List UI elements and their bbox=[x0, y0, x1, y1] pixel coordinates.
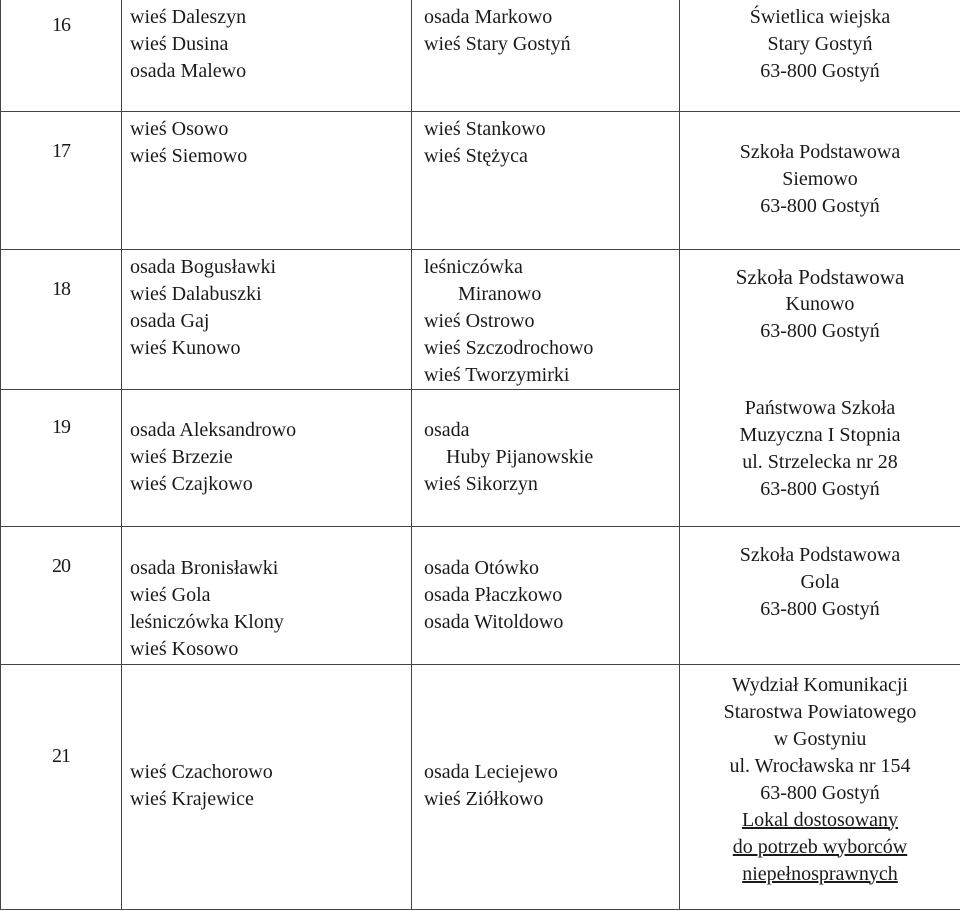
polling-office-cell bbox=[680, 249, 960, 389]
place: osada Leciejewo bbox=[424, 760, 558, 783]
office-line: 63-800 Gostyń bbox=[760, 597, 880, 620]
place: wieś Dusina bbox=[130, 33, 229, 55]
place: osada Bogusławki bbox=[130, 255, 277, 278]
place: wieś Sikorzyn bbox=[424, 472, 538, 495]
places-cell bbox=[122, 664, 412, 909]
place: wieś Daleszyn bbox=[130, 6, 247, 28]
place: wieś Czachorowo bbox=[130, 760, 273, 783]
polling-office-cell bbox=[680, 664, 960, 909]
office-line: Szkoła Podstawowa bbox=[739, 543, 901, 566]
district-number: 20 bbox=[1, 526, 122, 664]
places-cell bbox=[412, 111, 680, 249]
places-cell bbox=[122, 249, 412, 389]
place: osada Płaczkowo bbox=[424, 583, 563, 606]
place: wieś Ziółkowo bbox=[424, 787, 544, 810]
place: osada Malewo bbox=[130, 60, 247, 82]
place: wieś Stankowo bbox=[424, 117, 546, 140]
place: wieś Gola bbox=[130, 583, 211, 606]
polling-office-cell bbox=[680, 389, 960, 526]
place: Huby Pijanowskie bbox=[446, 445, 594, 468]
place: wieś Siemowo bbox=[130, 144, 248, 167]
place: osada Markowo bbox=[424, 6, 553, 28]
places-cell bbox=[122, 0, 412, 111]
accessibility-note: niepełnosprawnych bbox=[742, 862, 898, 885]
place: wieś Krajewice bbox=[130, 787, 254, 810]
polling-office-cell bbox=[680, 0, 960, 111]
office-line: Szkoła Podstawowa bbox=[735, 264, 905, 289]
places-cell bbox=[412, 526, 680, 664]
places-cell bbox=[412, 249, 680, 389]
office-line: Starostwa Powiatowego bbox=[723, 700, 917, 723]
places-cell bbox=[122, 111, 412, 249]
office-line: Wydział Komunikacji bbox=[732, 673, 908, 696]
office-line: ul. Wrocławska nr 154 bbox=[729, 754, 911, 777]
table-row bbox=[1, 249, 960, 389]
district-number: 19 bbox=[1, 389, 122, 526]
office-line: 63-800 Gostyń bbox=[760, 319, 880, 342]
polling-office-cell bbox=[680, 526, 960, 664]
office-line: 63-800 Gostyń bbox=[760, 194, 880, 217]
office-line: 63-800 Gostyń bbox=[760, 60, 880, 82]
accessibility-note: Lokal dostosowany bbox=[741, 808, 899, 831]
place: wieś Czajkowo bbox=[130, 472, 253, 495]
office-line: w Gostyniu bbox=[773, 727, 867, 750]
places-cell bbox=[122, 389, 412, 526]
place: wieś Kunowo bbox=[130, 336, 241, 359]
table-row bbox=[1, 664, 960, 909]
place: wieś Dalabuszki bbox=[130, 282, 262, 305]
office-line: ul. Strzelecka nr 28 bbox=[742, 451, 898, 473]
places-cell bbox=[412, 0, 680, 111]
places-cell bbox=[122, 526, 412, 664]
place: osada bbox=[424, 418, 470, 441]
place: wieś Kosowo bbox=[130, 637, 239, 660]
table-row bbox=[1, 0, 960, 111]
place: wieś Tworzymirki bbox=[424, 363, 570, 386]
district-number: 17 bbox=[1, 111, 122, 249]
place: wieś Stężyca bbox=[424, 144, 528, 167]
office-line: Szkoła Podstawowa bbox=[739, 140, 901, 163]
office-line: 63-800 Gostyń bbox=[760, 781, 880, 804]
place: wieś Szczodrochowo bbox=[424, 336, 594, 359]
place: osada Bronisławki bbox=[130, 556, 279, 579]
polling-office-cell bbox=[680, 111, 960, 249]
place: osada Gaj bbox=[130, 309, 210, 332]
place: Miranowo bbox=[458, 282, 542, 305]
office-line: Kunowo bbox=[785, 292, 855, 315]
office-line: Stary Gostyń bbox=[767, 33, 873, 55]
place: osada Witoldowo bbox=[424, 610, 564, 633]
office-line: Państwowa Szkoła bbox=[744, 397, 896, 419]
district-number: 18 bbox=[1, 249, 122, 389]
office-line: Muzyczna I Stopnia bbox=[739, 424, 901, 446]
district-number: 16 bbox=[1, 0, 122, 111]
place: leśniczówka bbox=[424, 255, 523, 278]
place: leśniczówka Klony bbox=[130, 610, 284, 633]
office-line: Gola bbox=[800, 570, 840, 593]
places-cell bbox=[412, 389, 680, 526]
table-row bbox=[1, 389, 960, 526]
accessibility-note: do potrzeb wyborców bbox=[732, 835, 908, 858]
place: osada Otówko bbox=[424, 556, 539, 579]
table-row bbox=[1, 526, 960, 664]
table-row bbox=[1, 111, 960, 249]
district-number: 21 bbox=[1, 664, 122, 909]
place: wieś Stary Gostyń bbox=[424, 33, 571, 55]
office-line: Siemowo bbox=[782, 167, 858, 190]
place: wieś Brzezie bbox=[130, 445, 233, 468]
place: wieś Ostrowo bbox=[424, 309, 535, 332]
places-cell bbox=[412, 664, 680, 909]
place: osada Aleksandrowo bbox=[130, 418, 297, 441]
office-line: 63-800 Gostyń bbox=[760, 478, 880, 500]
office-line: Świetlica wiejska bbox=[749, 6, 891, 28]
place: wieś Osowo bbox=[130, 117, 229, 140]
